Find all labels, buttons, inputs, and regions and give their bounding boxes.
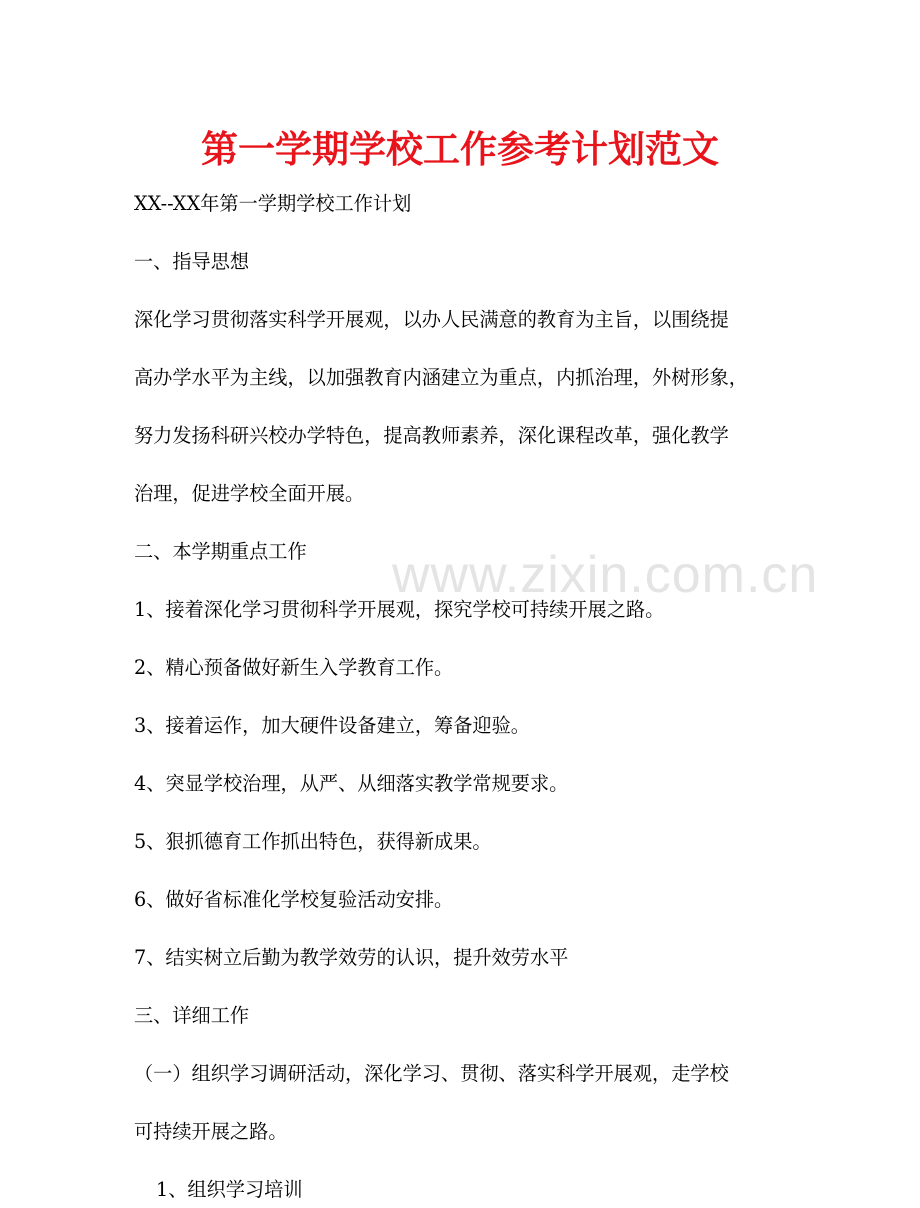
paragraph-line: 努力发扬科研兴校办学特色，提高教师素养，深化课程改革，强化教学 [134, 424, 729, 447]
document-body [134, 185, 789, 1208]
paragraph-line: 高办学水平为主线，以加强教育内涵建立为重点，内抓治理，外树形象， [134, 366, 748, 389]
section-heading-key-work: 二、本学期重点工作 [134, 540, 307, 563]
paragraph-line: 深化学习贯彻落实科学开展观，以办人民满意的教育为主旨，以围绕提 [134, 308, 729, 331]
list-item: 7、结实树立后勤为教学效劳的认识，提升效劳水平 [134, 946, 569, 969]
watermark: www.zixin.com.cn [392, 546, 819, 604]
paragraph-line: 可持续开展之路。 [134, 1120, 288, 1143]
list-item: 3、接着运作，加大硬件设备建立，筹备迎验。 [134, 714, 530, 737]
list-item: 5、狠抓德育工作抓出特色，获得新成果。 [134, 830, 492, 853]
list-item: 4、突显学校治理，从严、从细落实教学常规要求。 [134, 772, 569, 795]
plan-heading: XX--XX年第一学期学校工作计划 [134, 192, 412, 215]
paragraph-line: 治理，促进学校全面开展。 [134, 482, 365, 505]
section-heading-detailed-work: 三、详细工作 [134, 1004, 250, 1027]
list-item: 6、做好省标准化学校复验活动安排。 [134, 888, 454, 911]
section-heading-guiding-ideology: 一、指导思想 [134, 250, 250, 273]
list-item: 1、接着深化学习贯彻科学开展观，探究学校可持续开展之路。 [134, 598, 665, 621]
paragraph-guiding-ideology [134, 301, 789, 512]
subsection-heading: 1、组织学习培训 [156, 1178, 303, 1201]
paragraph-study-activities [134, 1055, 789, 1150]
paragraph-line: （一）组织学习调研活动，深化学习、贯彻、落实科学开展观，走学校 [134, 1062, 729, 1085]
document-title: 第一学期学校工作参考计划范文 [201, 128, 719, 171]
list-item: 2、精心预备做好新生入学教育工作。 [134, 656, 454, 679]
